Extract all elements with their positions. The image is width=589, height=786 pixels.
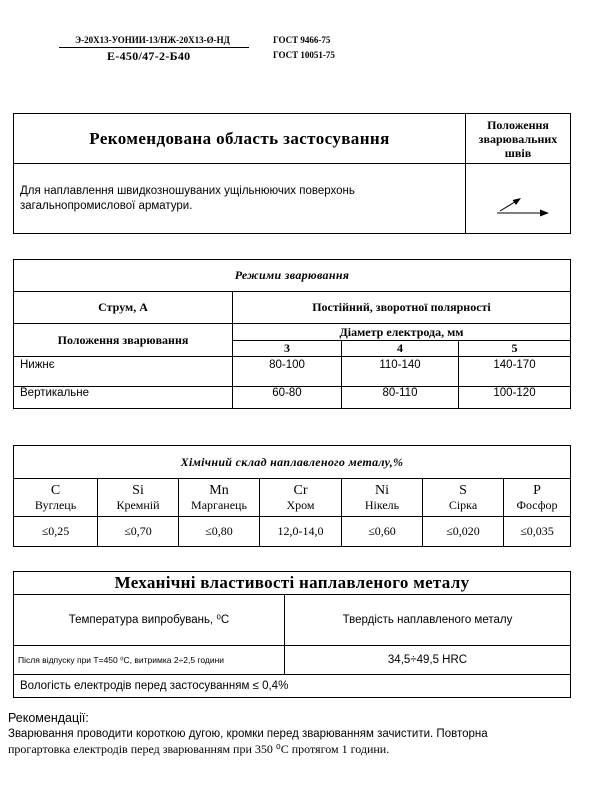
diameter-3: 3 — [233, 341, 342, 357]
weld-position-header: Положення зварювальних швів — [466, 114, 571, 164]
diameter-5: 5 — [459, 341, 571, 357]
current-flat-d5: 140-170 — [459, 357, 571, 387]
welding-modes-table — [13, 259, 571, 409]
chemical-composition-table — [13, 445, 571, 547]
element-ni — [342, 479, 423, 517]
element-name: Хром — [286, 498, 315, 512]
value-s: ≤0,020 — [423, 517, 504, 547]
mechanical-properties-table — [13, 571, 571, 698]
position-vertical: Вертикальне — [14, 387, 233, 409]
value-mn: ≤0,80 — [179, 517, 260, 547]
current-flat-d3: 80-100 — [233, 357, 342, 387]
element-si — [98, 479, 179, 517]
table-row — [14, 646, 571, 675]
application-description: Для наплавлення швидкозношуваних ущільнюючих поверхонь загальнопромислової арматури. — [14, 164, 466, 234]
test-temperature-header: Температура випробувань, ⁰С — [14, 595, 285, 646]
chemistry-title: Хімічний склад наплавленого металу,% — [14, 446, 571, 479]
hardness-header: Твердість наплавленого металу — [285, 595, 571, 646]
recommendation-line-2: прогартовка електродів перед зварюванням при 350 ⁰С протягом 1 години. — [8, 742, 390, 756]
test-condition: Після відпуску при Т=450 ⁰С, витримка 2÷2,5 години — [14, 646, 285, 675]
current-value: Постійний, зворотної полярності — [233, 292, 571, 324]
application-title: Рекомендована область застосування — [14, 114, 466, 164]
value-cr: 12,0-14,0 — [260, 517, 342, 547]
table-row — [14, 517, 571, 547]
table-row — [14, 357, 571, 387]
value-p: ≤0,035 — [504, 517, 571, 547]
application-table — [13, 113, 571, 234]
electrode-grade: Е-450/47-2-Б40 — [107, 49, 191, 63]
designation-fraction-line — [59, 47, 249, 48]
electrode-moisture: Вологість електродів перед застосуванням ≤ 0,4% — [14, 675, 571, 698]
mechanical-title: Механічні властивості наплавленого металу — [14, 572, 571, 595]
element-name: Вуглець — [34, 498, 77, 512]
recommendations-title: Рекомендації: — [8, 711, 89, 725]
element-symbol: Ni — [375, 483, 389, 498]
position-flat: Нижнє — [14, 357, 233, 387]
current-vertical-d4: 80-110 — [342, 387, 459, 409]
element-symbol: Cr — [293, 483, 308, 498]
recommendation-line-1: Зварювання проводити короткою дугою, кромки перед зварюванням зачистити. Повторна — [8, 728, 488, 740]
gost-standard-2: ГОСТ 10051-75 — [273, 50, 335, 60]
element-mn — [179, 479, 260, 517]
current-vertical-d3: 60-80 — [233, 387, 342, 409]
element-cr — [260, 479, 342, 517]
position-label: Положення зварювання — [14, 324, 233, 357]
diameter-4: 4 — [342, 341, 459, 357]
electrode-designation: Э-20Х13-УОНИИ-13/НЖ-20Х13-Ø-НД — [75, 35, 230, 45]
element-s — [423, 479, 504, 517]
value-ni: ≤0,60 — [342, 517, 423, 547]
welding-modes-title: Режими зварювання — [14, 260, 571, 292]
element-name: Нікель — [364, 498, 400, 512]
recommendations-text — [8, 727, 583, 757]
element-p — [504, 479, 571, 517]
weld-position-cell — [466, 164, 571, 234]
element-symbol: Mn — [209, 483, 229, 498]
diameter-label: Діаметр електрода, мм — [233, 324, 571, 341]
element-name: Кремній — [116, 498, 160, 512]
value-c: ≤0,25 — [14, 517, 98, 547]
element-c — [14, 479, 98, 517]
element-symbol: C — [50, 483, 61, 498]
current-vertical-d5: 100-120 — [459, 387, 571, 409]
gost-standard-1: ГОСТ 9466-75 — [273, 35, 331, 45]
element-name: Фосфор — [516, 498, 558, 512]
element-symbol: Si — [132, 483, 144, 498]
current-flat-d4: 110-140 — [342, 357, 459, 387]
element-symbol: S — [459, 483, 467, 498]
element-symbol: P — [533, 483, 541, 498]
table-row — [14, 387, 571, 409]
value-si: ≤0,70 — [98, 517, 179, 547]
hardness-value: 34,5÷49,5 HRC — [285, 646, 571, 675]
element-name: Сірка — [448, 498, 478, 512]
current-label: Струм, А — [14, 292, 233, 324]
weld-position-arrows-icon — [467, 165, 569, 227]
element-name: Марганець — [191, 498, 247, 512]
